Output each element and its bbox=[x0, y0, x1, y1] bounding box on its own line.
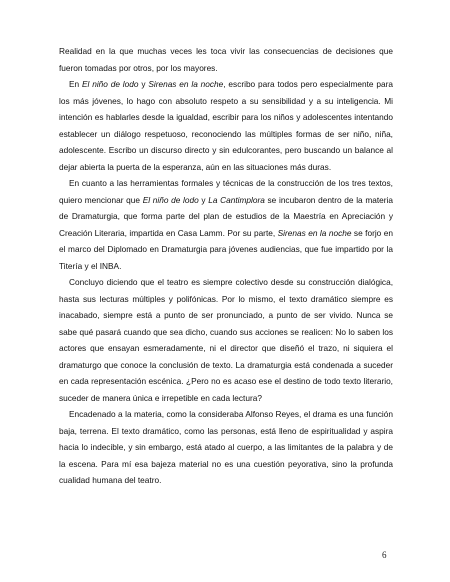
paragraph bbox=[59, 175, 393, 274]
italic-title: Sirenas en la noche bbox=[277, 227, 352, 238]
paragraph bbox=[59, 76, 393, 175]
paragraph bbox=[59, 406, 393, 489]
italic-title: La Cantimplora bbox=[208, 194, 265, 205]
text-run: Concluyo diciendo que el teatro es siempre colectivo desde su construcción dialógica, hasta sus lecturas múltiples y polifónicas. Por lo mismo, el texto dramático siempre es inacabado, siempre está a punto de ser pronunciado, a punto de ser vivido. Nunca se sabe qué pasará cuando que sea dicho, cuando sus acciones se realicen: No lo saben los actores que ensayan esmeradamente, ni el director que diseñó el trazo, ni siquiera el dramaturgo que conoce la conclusión de texto. La dramaturgia está condenada a suceder en cada representación escénica. ¿Pero no es acaso ese el destino de todo texto literario, suceder de manera única e irrepetible en cada lectura? bbox=[59, 277, 393, 403]
text-run: Encadenado a la materia, como la consideraba Alfonso Reyes, el drama es una función baja, terrena. El texto dramático, como las personas, está lleno de espiritualidad y aspira hacia lo indecible, y sin embargo, está atado al cuerpo, a las limitantes de la palabra y de la escena. Para mí esa bajeza material no es una cuestión peyorativa, sino la profunda cualidad humana del teatro. bbox=[59, 409, 393, 485]
text-run: En cuanto a las herramientas formales y técnicas de la construcción de los tres textos, quiero mencionar que bbox=[59, 178, 393, 205]
italic-title: Sirenas en la noche bbox=[148, 79, 224, 89]
italic-title: El niño de lodo bbox=[82, 79, 139, 89]
italic-title: El niño de lodo bbox=[142, 194, 199, 205]
text-run: se incubaron dentro de la materia de Dramaturgia, que forma parte del plan de estudios de la Maestría en Apreciación y Creación Literaria, impartida en Casa Lamm. Por su parte, bbox=[59, 194, 394, 238]
text-run: Realidad en la que muchas veces les toca vivir las consecuencias de decisiones que fueron tomadas por otros, por los mayores. bbox=[59, 46, 393, 73]
text-run: , escribo para todos pero especialmente para los más jóvenes, lo hago con absoluto respeto a su sensibilidad y a su inteligencia. Mi intención es hablarles desde la igualdad, escribir para los niños y adolescentes intentando establecer un diálogo respetuoso, reconociendo las múltiples formas de ser niño, niña, adolescente. Escribo un discurso directo y sin edulcorantes, pero buscando un balance al dejar abierta la puerta de la esperanza, aún en las situaciones más duras. bbox=[59, 79, 393, 172]
paragraph bbox=[59, 274, 393, 406]
paragraph bbox=[59, 43, 393, 76]
text-run: y bbox=[198, 194, 209, 205]
page-body bbox=[59, 43, 393, 489]
text-run: En bbox=[69, 79, 82, 89]
page-number: 6 bbox=[382, 550, 387, 560]
text-run: se forjo en el marco del Diplomado en Dramaturgia para jóvenes audiencias, que fue impartido por la Titería y el INBA. bbox=[59, 227, 393, 271]
text-run: y bbox=[138, 79, 149, 89]
